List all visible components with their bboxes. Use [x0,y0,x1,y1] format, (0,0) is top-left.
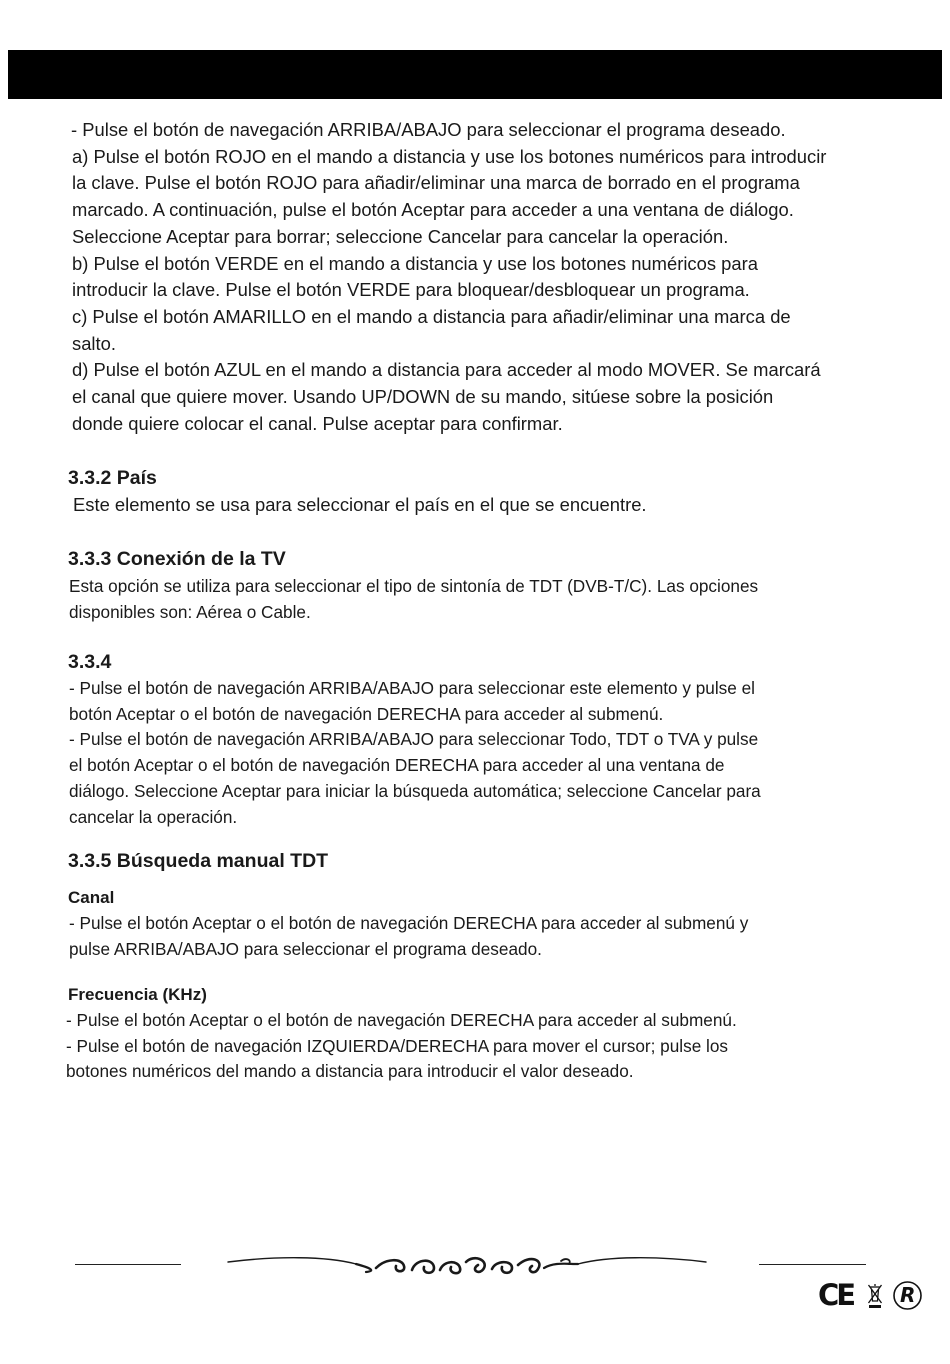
text-line: a) Pulse el botón ROJO en el mando a distancia y use los botones numéricos para introducir [72,145,827,167]
section-heading-334: 3.3.4 [68,651,112,673]
canal-paragraph [69,911,748,962]
text-line: botón Aceptar o el botón de navegación DERECHA para acceder al submenú. [69,703,664,724]
subheading-canal: Canal [68,888,115,907]
r-mark: R [900,1283,916,1307]
section-heading-pais: 3.3.2 País [68,467,157,489]
section-heading-busqueda: 3.3.5 Búsqueda manual TDT [68,850,329,872]
text-line: pulse ARRIBA/ABAJO para seleccionar el programa deseado. [69,938,542,959]
text-line: c) Pulse el botón AMARILLO en el mando a distancia para añadir/eliminar una marca de [72,305,791,327]
frecuencia-paragraph [66,1008,737,1085]
text-line: el botón Aceptar o el botón de navegación DERECHA para acceder al una ventana de [69,755,725,776]
text-line: Esta opción se utiliza para seleccionar el tipo de sintonía de TDT (DVB-T/C). Las opciones [69,576,759,596]
footer-rule-right [759,1264,866,1265]
text-line: botones numéricos del mando a distancia para introducir el valor deseado. [66,1061,634,1082]
text-line: disponibles son: Aérea o Cable. [69,601,311,622]
text-line: - Pulse el botón Aceptar o el botón de navegación DERECHA para acceder al submenú. [66,1010,737,1030]
conexion-paragraph [69,574,758,625]
header-bar [8,50,942,99]
footer-rule-left [75,1264,181,1265]
text-line: diálogo. Seleccione Aceptar para iniciar la búsqueda automática; seleccione Cancelar para [69,780,761,801]
certification-marks [816,1278,928,1314]
text-line: - Pulse el botón de navegación IZQUIERDA/DERECHA para mover el cursor; pulse los [66,1035,729,1056]
text-line: Seleccione Aceptar para borrar; seleccione Cancelar para cancelar la operación. [72,225,729,247]
text-line: donde quiere colocar el canal. Pulse aceptar para confirmar. [72,412,563,434]
crossed-out-bin-icon [867,1281,883,1309]
text-line: b) Pulse el botón VERDE en el mando a distancia y use los botones numéricos para [72,252,758,274]
decorative-flourish-icon [226,1248,708,1282]
text-line: marcado. A continuación, pulse el botón Aceptar para acceder a una ventana de diálogo. [72,199,794,221]
sec334-paragraph [69,676,761,830]
text-line: - Pulse el botón de navegación ARRIBA/ABAJO para seleccionar el programa deseado. [71,119,786,140]
text-line: salto. [72,332,116,354]
text-line: - Pulse el botón Aceptar o el botón de navegación DERECHA para acceder al submenú y [69,913,749,933]
ce-mark: CE [818,1278,854,1312]
text-line: cancelar la operación. [69,806,238,827]
text-line: la clave. Pulse el botón ROJO para añadir/eliminar una marca de borrado en el programa [72,172,800,194]
text-line: d) Pulse el botón AZUL en el mando a distancia para acceder al modo MOVER. Se marcará [72,359,821,381]
text-line: el canal que quiere mover. Usando UP/DOWN de su mando, sitúese sobre la posición [72,386,774,408]
pais-text: Este elemento se usa para seleccionar el país en el que se encuentre. [73,494,647,515]
text-line: introducir la clave. Pulse el botón VERDE para bloquear/desbloquear un programa. [72,279,750,301]
text-line: - Pulse el botón de navegación ARRIBA/ABAJO para seleccionar este elemento y pulse el [69,678,755,698]
text-line: - Pulse el botón de navegación ARRIBA/ABAJO para seleccionar Todo, TDT o TVA y pulse [69,729,759,750]
section-heading-conexion: 3.3.3 Conexión de la TV [68,548,286,570]
intro-paragraph [72,117,826,437]
subheading-frecuencia: Frecuencia (KHz) [68,985,207,1004]
